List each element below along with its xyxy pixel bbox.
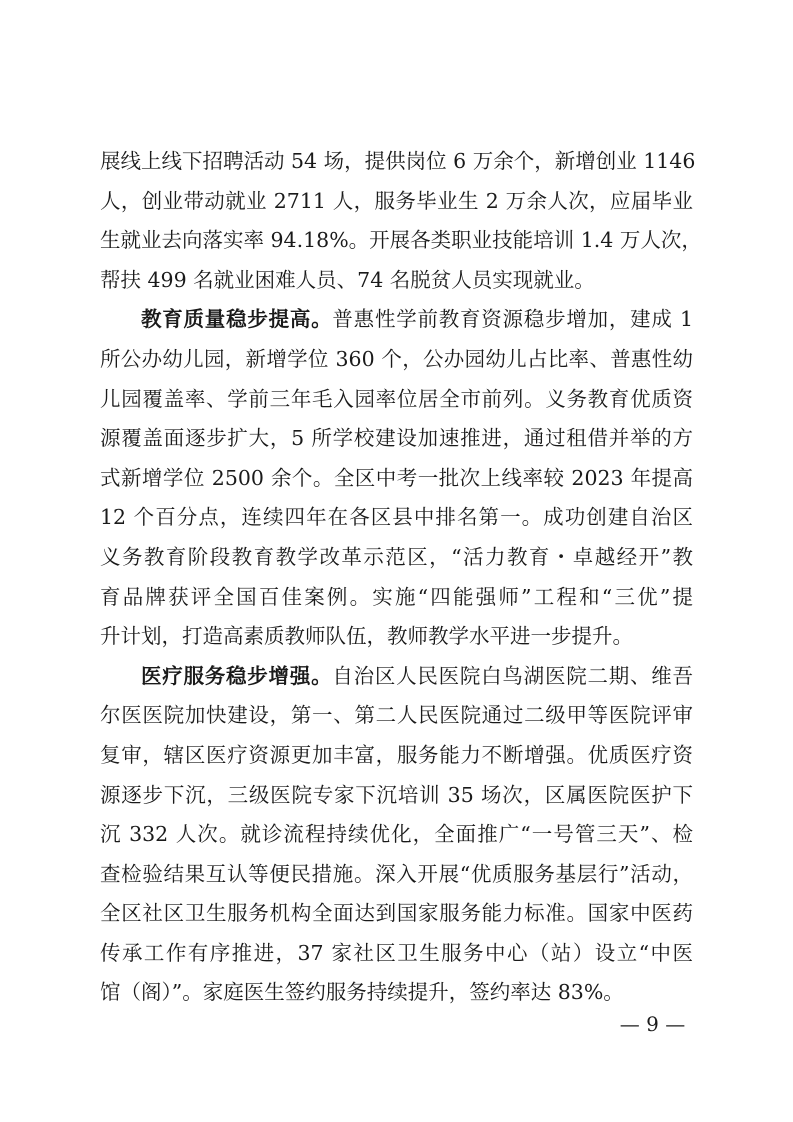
paragraph-employment <box>100 142 702 300</box>
text-line-first <box>100 657 693 697</box>
paragraph-education <box>100 300 693 656</box>
text-line: 馆（阁）”。家庭医生签约服务持续提升，签约率达 83%。 <box>100 980 624 1005</box>
document-body <box>100 142 702 1013</box>
text-line: 源覆盖面逐步扩大，5 所学校建设加速推进，通过租借并举的方 <box>100 426 693 451</box>
section-lead-heading: 教育质量稳步提高。 <box>141 307 333 332</box>
text-line: 查检验结果互认等便民措施。深入开展“优质服务基层行”活动， <box>100 861 693 886</box>
text-line: 尔医医院加快建设，第一、第二人民医院通过二级甲等医院评审 <box>100 703 693 728</box>
page-number: — 9 — <box>619 1012 686 1036</box>
text-line: 人，创业带动就业 2711 人，服务毕业生 2 万余人次，应届毕业 <box>100 188 693 213</box>
text-line-rest: 普惠性学前教育资源稳步增加，建成 1 <box>332 307 694 332</box>
text-line: 复审，辖区医疗资源更加丰富，服务能力不断增强。优质医疗资 <box>100 742 693 767</box>
section-lead-heading: 医疗服务稳步增强。 <box>141 663 333 688</box>
text-line: 式新增学位 2500 余个。全区中考一批次上线率较 2023 年提高 <box>100 465 693 490</box>
text-line: 全区社区卫生服务机构全面达到国家服务能力标准。国家中医药 <box>100 901 693 926</box>
text-line: 义务教育阶段教育教学改革示范区，“活力教育・卓越经开”教 <box>100 544 693 569</box>
text-line: 所公办幼儿园，新增学位 360 个，公办园幼儿占比率、普惠性幼 <box>100 346 693 371</box>
text-line: 育品牌获评全国百佳案例。实施“四能强师”工程和“三优”提 <box>100 584 693 609</box>
text-line: 儿园覆盖率、学前三年毛入园率位居全市前列。义务教育优质资 <box>100 386 693 411</box>
text-line: 升计划，打造高素质教师队伍，教师教学水平进一步提升。 <box>100 624 633 649</box>
text-line-first <box>100 300 693 340</box>
text-line: 展线上线下招聘活动 54 场，提供岗位 6 万余个，新增创业 1146 <box>100 149 696 173</box>
text-line: 帮扶 499 名就业困难人员、74 名脱贫人员实现就业。 <box>100 267 595 292</box>
text-line: 沉 332 人次。就诊流程持续优化，全面推广“一号管三天”、检 <box>100 822 693 847</box>
text-line: 12 个百分点，连续四年在各区县中排名第一。成功创建自治区 <box>100 505 693 530</box>
paragraph-medical <box>100 657 693 1013</box>
text-line: 源逐步下沉，三级医院专家下沉培训 35 场次，区属医院医护下 <box>100 782 693 807</box>
text-line: 传承工作有序推进，37 家社区卫生服务中心（站）设立“中医 <box>100 940 693 965</box>
text-line-rest: 自治区人民医院白鸟湖医院二期、维吾 <box>332 663 694 688</box>
text-line: 生就业去向落实率 94.18%。开展各类职业技能培训 1.4 万人次， <box>100 228 702 253</box>
